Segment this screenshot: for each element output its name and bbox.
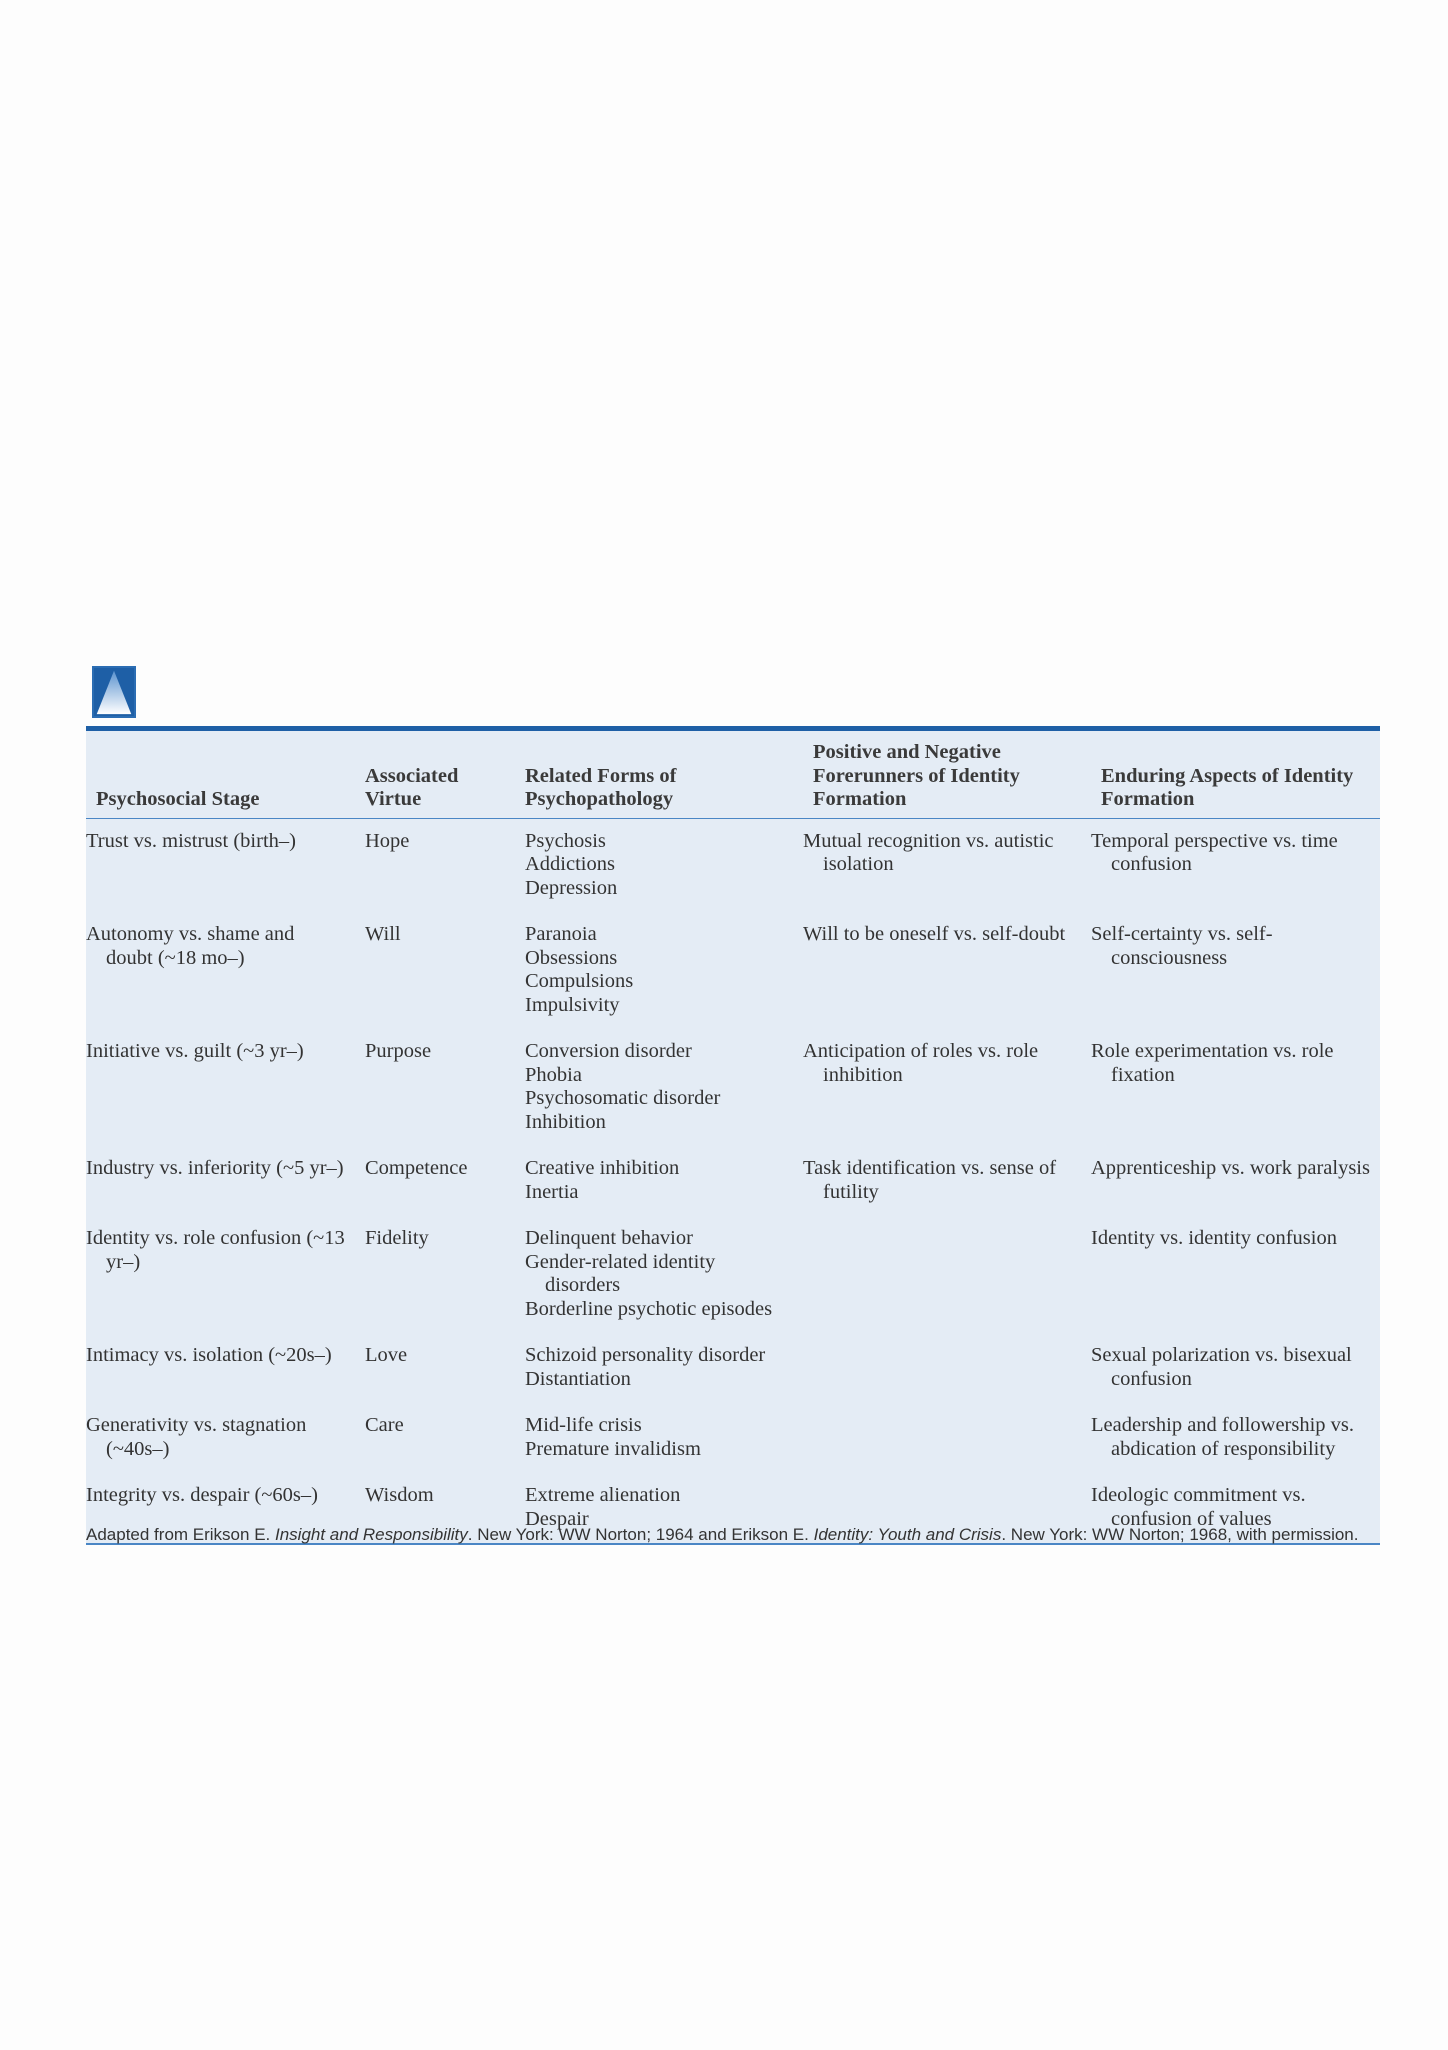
virtue-cell: Care: [365, 1414, 404, 1436]
virtue-cell: Love: [365, 1344, 408, 1366]
footnote-text: . New York: WW Norton; 1964 and Erikson E.: [467, 1525, 814, 1544]
virtue-cell: Hope: [365, 829, 410, 852]
psychopathology-cell: [515, 1146, 803, 1216]
psychopathology-cell: [515, 1403, 803, 1473]
psychopathology-item: Schizoid personality disorder: [525, 1344, 766, 1366]
table-row: [86, 1146, 1380, 1216]
psychopathology-item: Obsessions: [525, 946, 618, 969]
stage-cell: Initiative vs. guilt (~3 yr–): [86, 1040, 304, 1062]
virtue-cell: Competence: [365, 1157, 468, 1179]
virtue-cell: Purpose: [365, 1040, 432, 1062]
enduring-aspects-cell: Apprenticeship vs. work paralysis: [1091, 1157, 1370, 1179]
psychopathology-item: Mid-life crisis: [525, 1414, 642, 1436]
column-header: Psychosocial Stage: [86, 731, 355, 818]
forerunners-cell: Mutual recognition vs. autistic isolation: [803, 829, 1054, 875]
footnote-book-title: Insight and Responsibility: [274, 1525, 468, 1544]
footnote-text: Adapted from Erikson E.: [86, 1525, 275, 1544]
psychopathology-item: Premature invalidism: [525, 1437, 701, 1460]
psychopathology-item: Addictions: [525, 853, 615, 875]
virtue-cell: Wisdom: [365, 1484, 434, 1506]
psychopathology-item: Conversion disorder: [525, 1040, 692, 1062]
psychopathology-item: Impulsivity: [525, 993, 620, 1016]
forerunners-cell: [803, 1403, 1091, 1473]
forerunners-cell: [803, 1216, 1091, 1333]
enduring-aspects-cell: Self-certainty vs. self-consciousness: [1091, 923, 1273, 969]
stage-cell: Identity vs. role confusion (~13 yr–): [86, 1227, 345, 1273]
forerunners-cell: Anticipation of roles vs. role inhibition: [803, 1040, 1039, 1086]
forerunners-cell: [803, 1333, 1091, 1403]
column-header: Enduring Aspects of Identity Formation: [1091, 731, 1380, 818]
column-header: Associated Virtue: [355, 731, 515, 818]
enduring-aspects-cell: Sexual polarization vs. bisexual confusion: [1091, 1344, 1352, 1390]
table-row: [86, 1333, 1380, 1403]
forerunners-cell: Will to be oneself vs. self-doubt: [803, 923, 1066, 945]
column-header: Related Forms of Psychopathology: [515, 731, 803, 818]
psychopathology-item: Despair: [525, 1507, 589, 1530]
psychopathology-item: Compulsions: [525, 970, 634, 992]
psychopathology-item: Creative inhibition: [525, 1157, 680, 1179]
table-header-row: [86, 731, 1380, 818]
psychopathology-item: Paranoia: [525, 923, 597, 945]
psychopathology-cell: [515, 1216, 803, 1333]
enduring-aspects-cell: Identity vs. identity confusion: [1091, 1227, 1337, 1249]
psychopathology-item: Distantiation: [525, 1367, 631, 1390]
data-table: [86, 731, 1380, 1543]
triangle-logo-icon: [92, 666, 136, 718]
psychopathology-cell: [515, 818, 803, 912]
psychopathology-item: Extreme alienation: [525, 1484, 681, 1506]
forerunners-cell: Task identification vs. sense of futility: [803, 1157, 1057, 1203]
psychopathology-item: Psychosomatic disorder: [525, 1087, 721, 1109]
stage-cell: Autonomy vs. shame and doubt (~18 mo–): [86, 923, 295, 969]
stage-cell: Industry vs. inferiority (~5 yr–): [86, 1157, 344, 1179]
table-row: [86, 1403, 1380, 1473]
stage-cell: Intimacy vs. isolation (~20s–): [86, 1344, 332, 1366]
psychopathology-item: Borderline psychotic episodes: [525, 1297, 773, 1320]
psychopathology-cell: [515, 1029, 803, 1146]
psychopathology-cell: [515, 1333, 803, 1403]
table-row: [86, 818, 1380, 912]
footnote-book-title: Identity: Youth and Crisis: [813, 1525, 1002, 1544]
enduring-aspects-cell: Leadership and followership vs. abdication of responsibility: [1091, 1414, 1355, 1460]
enduring-aspects-cell: Role experimentation vs. role fixation: [1091, 1040, 1334, 1086]
table-row: [86, 1216, 1380, 1333]
table-row: [86, 912, 1380, 1029]
psychopathology-cell: [515, 912, 803, 1029]
footnote-text: . New York: WW Norton; 1968, with permission.: [1001, 1525, 1359, 1544]
psychopathology-item: Inertia: [525, 1180, 579, 1203]
column-header: Positive and Negative Forerunners of Identity Formation: [803, 731, 1091, 818]
enduring-aspects-cell: Temporal perspective vs. time confusion: [1091, 829, 1338, 875]
stage-cell: Trust vs. mistrust (birth–): [86, 829, 296, 852]
virtue-cell: Fidelity: [365, 1227, 429, 1249]
psychopathology-item: Inhibition: [525, 1110, 606, 1133]
psychopathology-item: Phobia: [525, 1063, 582, 1086]
virtue-cell: Will: [365, 923, 401, 945]
stage-cell: Integrity vs. despair (~60s–): [86, 1484, 318, 1506]
psychopathology-item: Psychosis: [525, 829, 606, 852]
erikson-stages-table: [86, 726, 1380, 1545]
stage-cell: Generativity vs. stagnation (~40s–): [86, 1414, 307, 1460]
psychopathology-item: Depression: [525, 876, 618, 899]
psychopathology-item: Delinquent behavior: [525, 1227, 693, 1249]
psychopathology-item: Gender-related identity disorders: [525, 1250, 716, 1296]
enduring-aspects-cell: Ideologic commitment vs. confusion of values: [1091, 1484, 1306, 1530]
table-source-footnote: [86, 1524, 1364, 1546]
table-row: [86, 1029, 1380, 1146]
